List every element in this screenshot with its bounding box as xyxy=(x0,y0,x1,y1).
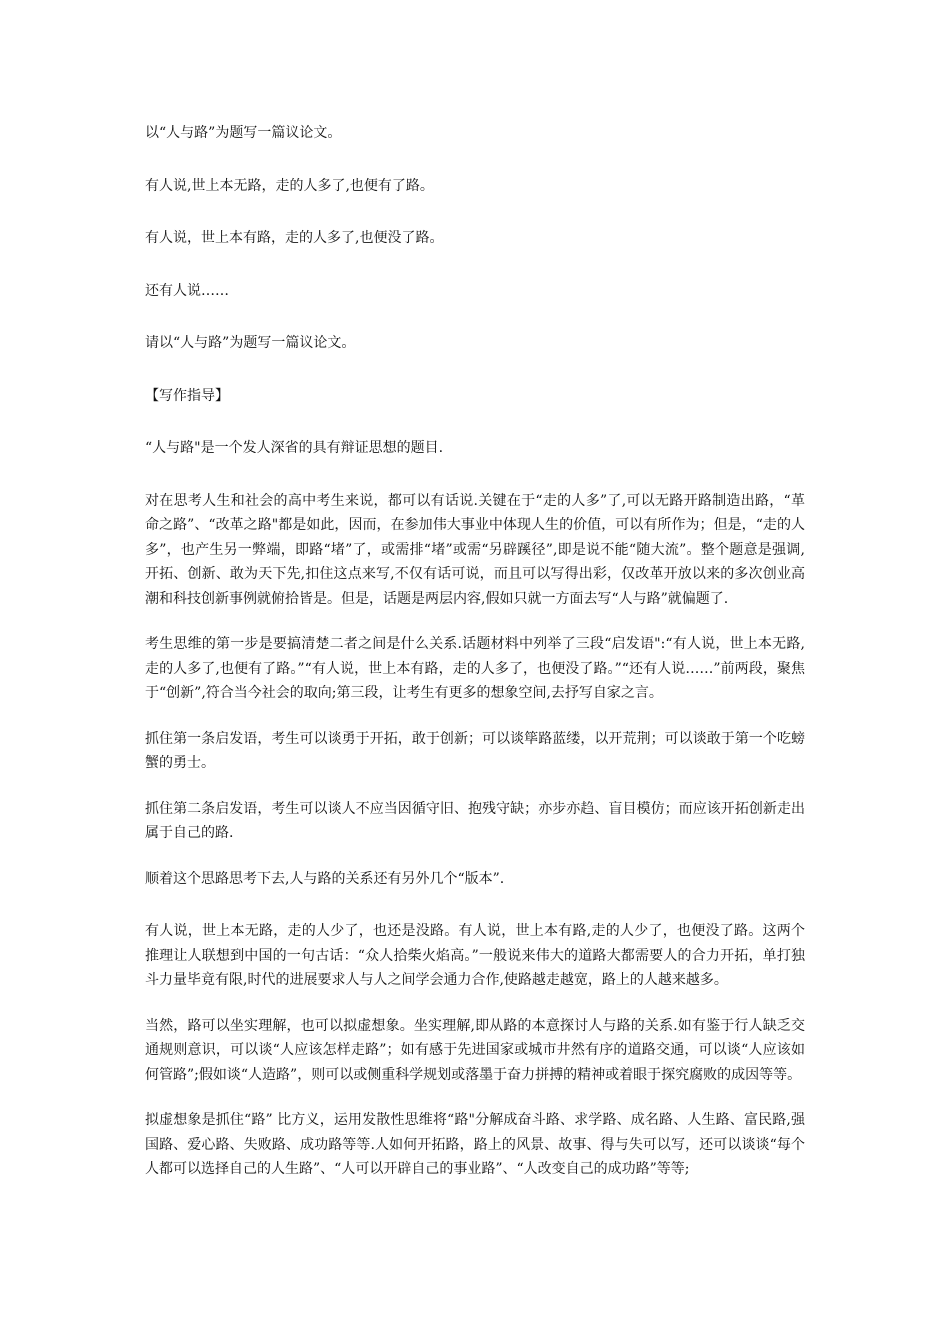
prompt-line-3: 还有人说…… xyxy=(145,282,229,299)
guide-paragraph-9: 拟虚想象是抓住“路” 比方义，运用发散性思维将“路"分解成奋斗路、求学路、成名路、人生路、富民路,强国路、爱心路、失败路、成功路等等.人如何开拓路，路上的风景、故事、得与失可以写，还可以谈谈“每个人都可以选择自己的人生路”、“人可以开辟自己的事业路”、“人改变自己的成功路”等等; xyxy=(145,1112,805,1177)
guide-paragraph-4: 抓住第一条启发语，考生可以谈勇于开拓，敢于创新；可以谈筚路蓝缕，以开荒荆；可以谈敢于第一个吃螃蟹的勇士。 xyxy=(145,730,805,771)
guide-paragraph-3: 考生思维的第一步是要搞清楚二者之间是什么关系.话题材料中列举了三段“启发语":“有人说，世上本无路,走的人多了,也便有了路。”“有人说，世上本有路，走的人多了，也便没了路。”“还有人说……”前两段，聚焦于“创新”,符合当今社会的取向;第三段，让考生有更多的想象空间,去抒写自家之言。 xyxy=(145,636,805,701)
guide-paragraph-1: “人与路"是一个发人深省的具有辩证思想的题目. xyxy=(145,440,444,456)
guide-paragraph-6: 顺着这个思路思考下去,人与路的关系还有另外几个“版本”. xyxy=(145,870,505,887)
prompt-instruction: 请以“人与路”为题写一篇议论文。 xyxy=(145,335,356,351)
guide-paragraph-2: 对在思考人生和社会的高中考生来说，都可以有话说.关键在于“走的人多”了,可以无路开路制造出路，“革命之路”、“改革之路"都是如此，因而，在参加伟大事业中体现人生的价值，可以有所作为；但是，“走的人多”，也产生另一弊端，即路“堵”了，或需排“堵”或需“另辟蹊径”,即是说不能“随大流”。整个题意是强调,开拓、创新、敢为天下先,扣住这点来写,不仅有话可说，而且可以写得出彩，仅改革开放以来的多次创业高潮和科技创新事例就俯拾皆是。但是，话题是两层内容,假如只就一方面去写“人与路”就偏题了. xyxy=(145,492,805,607)
guide-paragraph-8: 当然，路可以坐实理解，也可以拟虚想象。坐实理解,即从路的本意探讨人与路的关系.如有鉴于行人缺乏交通规则意识，可以谈“人应该怎样走路”；如有感于先进国家或城市井然有序的道路交通，可以谈“人应该如何管路”;假如谈“人造路”，则可以或侧重科学规划或落墨于奋力拼搏的精神或着眼于探究腐败的成因等等。 xyxy=(145,1017,805,1083)
guide-paragraph-7: 有人说，世上本无路，走的人少了，也还是没路。有人说，世上本有路,走的人少了，也便没了路。这两个推理让人联想到中国的一句古话：“众人拾柴火焰高。”一般说来伟大的道路大都需要人的合力开拓，单打独斗力量毕竟有限,时代的进展要求人与人之间学会通力合作,使路越走越宽，路上的人越来越多。 xyxy=(145,923,805,988)
prompt-title: 以“人与路”为题写一篇议论文。 xyxy=(145,125,342,141)
prompt-line-1: 有人说,世上本无路，走的人多了,也便有了路。 xyxy=(145,177,434,194)
prompt-line-2: 有人说，世上本有路，走的人多了,也便没了路。 xyxy=(145,230,444,246)
guide-paragraph-5: 抓住第二条启发语，考生可以谈人不应当因循守旧、抱残守缺；亦步亦趋、盲目模仿；而应该开拓创新走出属于自己的路. xyxy=(145,800,805,841)
section-heading: 【写作指导】 xyxy=(145,387,229,404)
